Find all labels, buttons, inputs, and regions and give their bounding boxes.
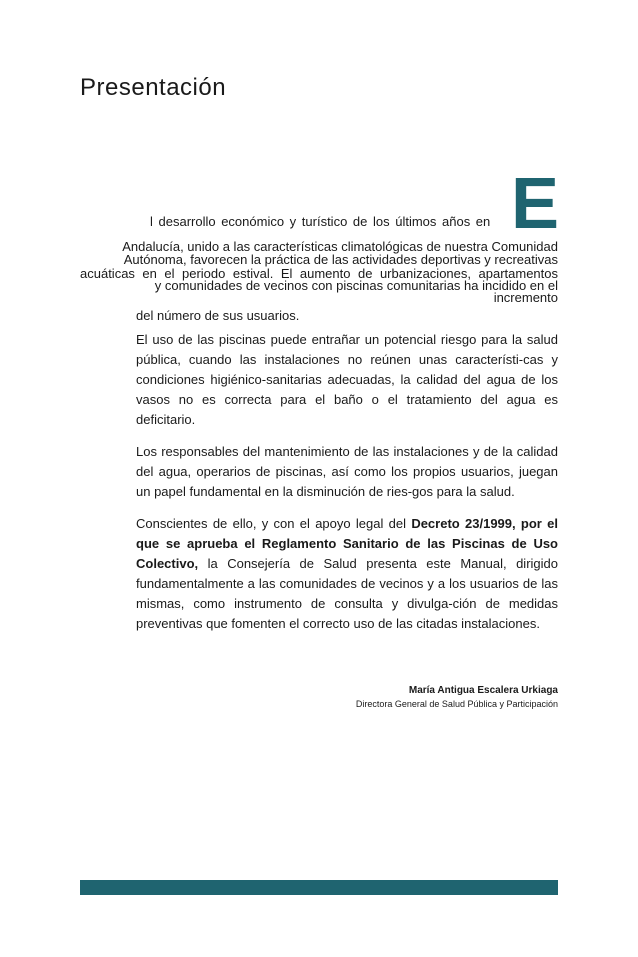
- paragraph-1: El uso de las piscinas puede entrañar un potencial riesgo para la salud pública, cuando las instalaciones no reúnen unas característi-cas y condiciones higiénico-sanitarias adecuadas, la calidad del agua de los vasos no es correcta para el baño o el tratamiento del agua es deficitario.: [136, 332, 558, 427]
- footer-bar: [80, 880, 558, 895]
- intro-line-4: acuáticas en el periodo estival. El aumento de urbanizaciones, apartamentos: [80, 266, 558, 281]
- intro-line-1: l desarrollo económico y turístico de los últimos años en: [150, 214, 491, 229]
- intro-line-7: del número de sus usuarios.: [136, 308, 300, 323]
- paragraph-3: [136, 514, 558, 634]
- page-title: Presentación: [80, 74, 227, 101]
- body-text: [136, 330, 558, 646]
- intro-line-6: incremento: [493, 290, 558, 305]
- paragraph-2: Los responsables del mantenimiento de las instalaciones y de la calidad del agua, operarios de piscinas, así como los propios usuarios, juegan un papel fundamental en la disminución de ries-gos para la salud.: [136, 444, 558, 499]
- intro-line-2: Andalucía, unido a las características climatológicas de nuestra Comunidad: [122, 239, 558, 254]
- decree-reference: Decreto 23/1999, por el que se aprueba el Reglamento Sanitario de las Piscinas de Uso Colectivo,: [136, 516, 558, 571]
- signature-name: María Antigua Escalera Urkiaga: [408, 685, 558, 696]
- intro-line-3: Autónoma, favorecen la práctica de las actividades deportivas y recreativas: [123, 252, 558, 267]
- intro-line-5: y comunidades de vecinos con piscinas comunitarias ha incidido en el: [154, 278, 558, 293]
- paragraph-3-text-a: Conscientes de ello, y con el apoyo legal del: [136, 516, 412, 531]
- paragraph-3-text-b: la Consejería de Salud presenta este Manual, dirigido fundamentalmente a las comunidades de vecinos y a los usuarios de las mismas, como instrumento de consulta y divulga-ción de medidas preventivas que fomenten el correcto uso de las citadas instalaciones.: [136, 556, 558, 631]
- signature-role: Directora General de Salud Pública y Participación: [355, 699, 558, 709]
- drop-cap: E: [511, 164, 560, 244]
